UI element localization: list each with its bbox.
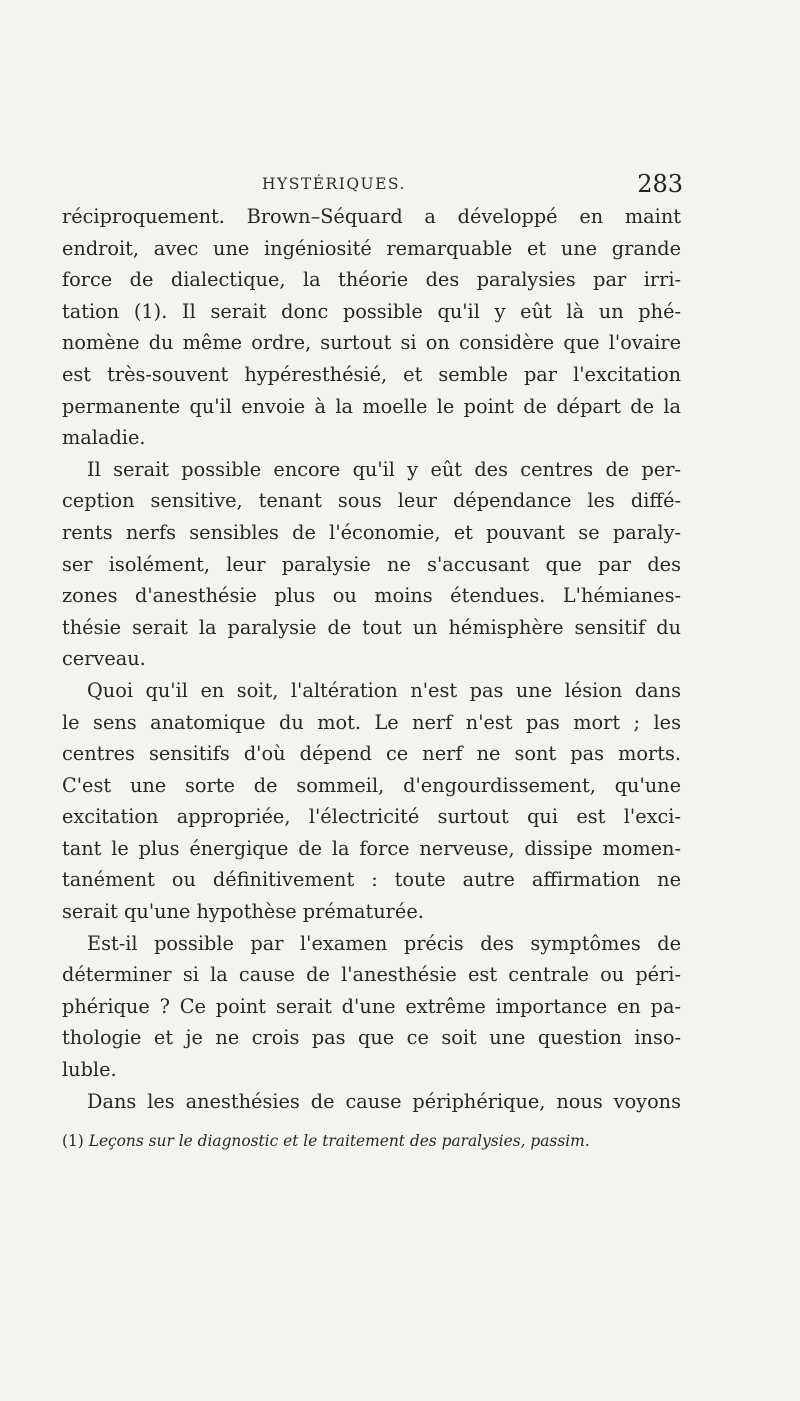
text-line: luble. [62, 1058, 117, 1082]
text-line: phérique ? Ce point serait d'une extrême importance en pa- [62, 994, 681, 1018]
book-page [62, 170, 683, 1151]
text-line: rents nerfs sensibles de l'économie, et pouvant se paraly- [62, 520, 681, 544]
text-line: thologie et je ne crois pas que ce soit une question inso- [62, 1026, 681, 1050]
text-line: excitation appropriée, l'électricité surtout qui est l'exci- [62, 805, 681, 829]
text-line: ser isolément, leur paralysie ne s'accusant que par des [62, 552, 681, 576]
footnote-title: Leçons sur le diagnostic et le traitement des paralysies, [88, 1132, 526, 1151]
text-line: est très-souvent hypéresthésié, et semble par l'excitation [62, 362, 681, 386]
footnote-marker: (1) [62, 1132, 84, 1151]
text-line: force de dialectique, la théorie des paralysies par irri- [62, 268, 681, 292]
text-line: tation (1). Il serait donc possible qu'il y eût là un phé- [62, 299, 681, 323]
text-line: tanément ou définitivement : toute autre affirmation ne [62, 868, 681, 892]
text-line: déterminer si la cause de l'anesthésie est centrale ou péri- [62, 963, 681, 987]
text-line: zones d'anesthésie plus ou moins étendues. L'hémianes- [62, 584, 681, 608]
page-header [62, 170, 683, 199]
text-line: permanente qu'il envoie à la moelle le point de départ de la [62, 394, 681, 418]
footnote-tail: passim. [530, 1132, 590, 1151]
body-text [62, 201, 681, 1117]
text-line: Dans les anesthésies de cause périphérique, nous voyons [87, 1089, 681, 1113]
footnote [62, 1131, 681, 1151]
text-line: Il serait possible encore qu'il y eût des centres de per- [87, 457, 681, 481]
text-line: le sens anatomique du mot. Le nerf n'est pas mort ; les [62, 710, 681, 734]
text-line: maladie. [62, 426, 146, 450]
text-line: ception sensitive, tenant sous leur dépendance les diffé- [62, 489, 681, 513]
text-line: Est-il possible par l'examen précis des symptômes de [87, 931, 681, 955]
running-head: HYSTÉRIQUES. [262, 175, 406, 193]
text-line: endroit, avec une ingéniosité remarquable et une grande [62, 236, 681, 260]
text-line: Quoi qu'il en soit, l'altération n'est pas une lésion dans [87, 678, 681, 702]
text-line: C'est une sorte de sommeil, d'engourdissement, qu'une [62, 773, 681, 797]
text-line: cerveau. [62, 647, 146, 671]
text-line: centres sensitifs d'où dépend ce nerf ne sont pas morts. [62, 742, 681, 766]
text-line: thésie serait la paralysie de tout un hémisphère sensitif du [62, 615, 681, 639]
page-number: 283 [637, 170, 683, 198]
text-line: nomène du même ordre, surtout si on considère que l'ovaire [62, 331, 681, 355]
text-line: serait qu'une hypothèse prématurée. [62, 900, 424, 924]
text-line: réciproquement. Brown–Séquard a développé en maint [62, 205, 681, 228]
text-line: tant le plus énergique de la force nerveuse, dissipe momen- [62, 836, 681, 860]
